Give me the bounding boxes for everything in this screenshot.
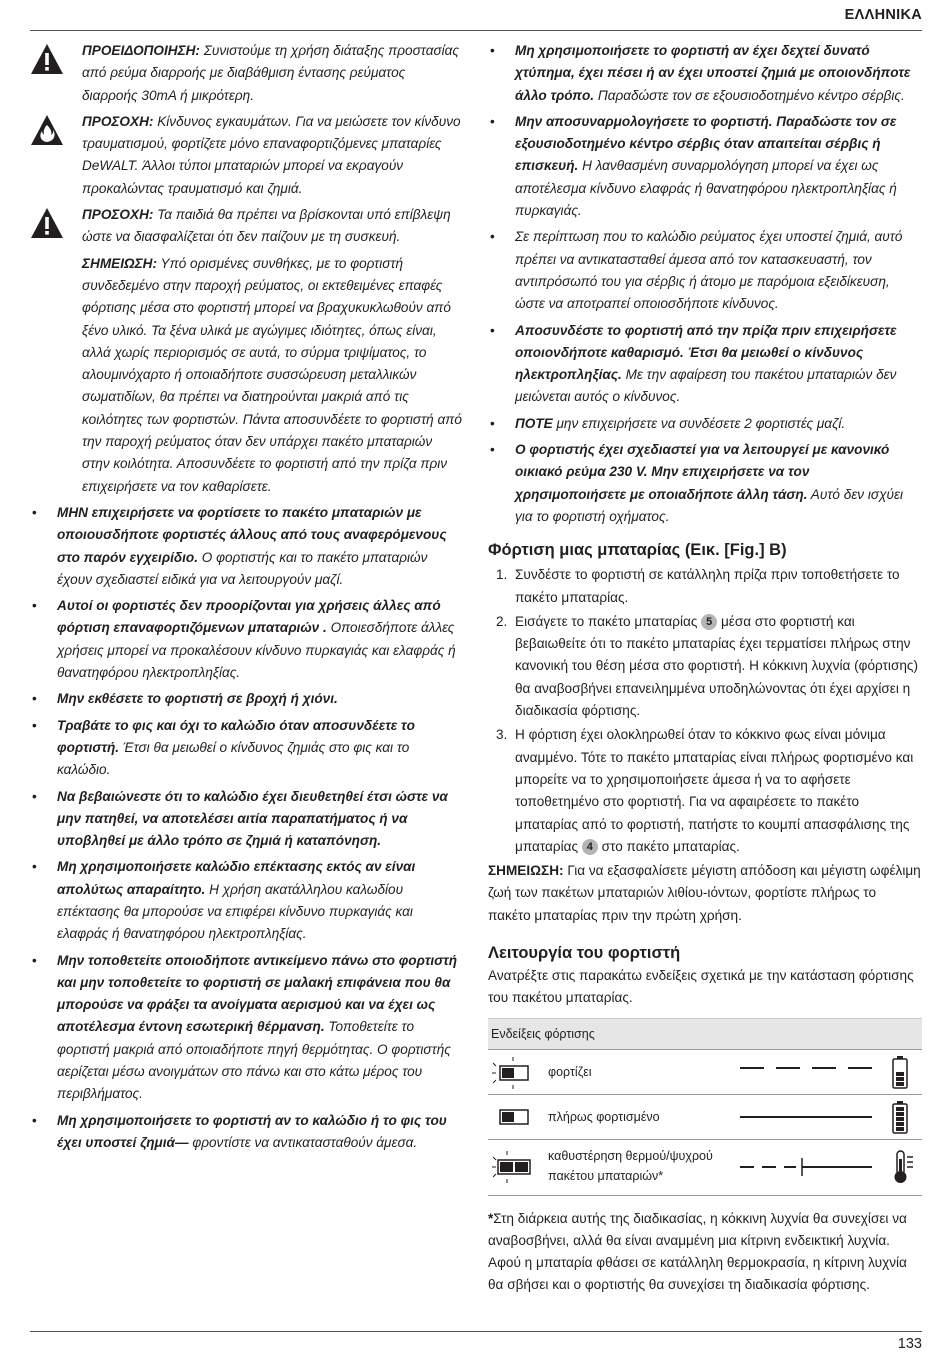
bullet-text: Σε περίπτωση που το καλώδιο ρεύματος έχει υποστεί ζημιά, αυτό πρέπει να αντικατασταθεί άμεσα από τον κατασκευαστή, τον αντιπρόσωπό του για σέρβις ή άτομο με παρόμοια εξειδίκευση, ώστε να αποτραπεί οποιοσδήποτε κίνδυνος. — [515, 229, 903, 312]
note-charging — [488, 860, 922, 927]
step-item — [488, 564, 922, 609]
note-text: Για να εξασφαλίσετε μέγιστη απόδοση και μέγιστη ωφέλιμη ζωή των πακέτων μπαταριών λιθίου-ιόντων, φορτίστε πλήρως το πακέτο μπαταρίας πριν την πρώτη χρήση. — [488, 863, 921, 923]
list-item — [488, 439, 922, 528]
fire-warning-icon — [30, 114, 64, 146]
caution-text: Τα παιδιά θα πρέπει να βρίσκονται υπό επίβλεψη ώστε να διασφαλίζεται ότι δεν παίζουν με τη συσκευή. — [82, 207, 451, 245]
footer-rule — [30, 1331, 922, 1332]
battery-full-icon — [892, 1100, 908, 1134]
list-item — [30, 688, 462, 710]
caution-burn — [30, 111, 462, 200]
indicator-label — [548, 1146, 713, 1186]
list-item — [30, 595, 462, 684]
note-contacts — [30, 253, 462, 498]
bullet-bold: Μη χρησιμοποιήσετε το φορτιστή αν έχει δεχτεί δυνατό χτύπημα, έχει πέσει ή αν έχει υποστεί ζημιά με οποιονδήποτε άλλο τρόπο. — [515, 43, 911, 103]
list-item — [488, 413, 922, 435]
indicator-label-line1: καθυστέρηση θερμού/ψυχρού — [548, 1148, 713, 1163]
bullet-text: μην επιχειρήσετε να συνδέσετε 2 φορτιστές μαζί. — [552, 415, 846, 431]
table-row — [488, 1095, 922, 1140]
table-row — [488, 1140, 922, 1196]
warning-triangle-icon — [30, 43, 64, 75]
list-item — [30, 715, 462, 782]
list-item — [30, 856, 462, 945]
list-item — [30, 502, 462, 591]
caution-children — [30, 204, 462, 249]
dual-led-icon — [492, 1150, 532, 1184]
caution-label: ΠΡΟΣΟΧΗ: — [82, 207, 154, 223]
indicator-label: φορτίζει — [548, 1064, 592, 1079]
footnote — [488, 1208, 922, 1297]
bullet-bold: Αποσυνδέστε το φορτιστή από την πρίζα πριν επιχειρήσετε οποιονδήποτε καθαρισμό. Έτσι θα μειωθεί ο κίνδυνος ηλεκτροπληξίας. — [515, 322, 897, 383]
caution-label: ΠΡΟΣΟΧΗ: — [82, 113, 154, 129]
figure-callout-badge: 5 — [701, 614, 717, 630]
bullet-text: Οποιεσδήποτε άλλες χρήσεις μπορεί να προκαλέσουν κίνδυνο πυρκαγιάς και ελαφράς ή θανατηφόρου ηλεκτροπληξίας. — [57, 620, 456, 681]
delay-pattern-icon — [740, 1157, 872, 1177]
step-number: 2. — [496, 613, 508, 629]
warning-triangle-icon — [30, 207, 64, 239]
step-text: μέσα στο φορτιστή και βεβαιωθείτε ότι το πακέτο μπαταρίας έχει τερματίσει πλήρως στην κανονική του θέση μέσα στο φορτιστή. Η κόκκινη λυχνία (φόρτισης) θα αναβοσβήνει επανειλημμένα υποδηλώνοντας ότι έχει αρχίσει η διαδικασία φόρτισης. — [515, 613, 918, 719]
section-intro: Ανατρέξτε στις παρακάτω ενδείξεις σχετικά με την κατάσταση φόρτισης του πακέτου μπαταρίας. — [488, 967, 914, 1006]
step-text: Η φόρτιση έχει ολοκληρωθεί όταν το κόκκινο φως είναι μόνιμα αναμμένο. Τότε το πακέτο μπαταρίας είναι πλήρως φορτισμένο και μπορείτε να το χρησιμοποιήσετε άμεσα ή να το αφήσετε τοποθετημένο στο φορτιστή. Για να αφαιρέσετε το πακέτο μπαταρίας από το φορτιστή, πατήστε το κουμπί απασφάλισης της μπαταρίας — [515, 727, 914, 854]
header-rule — [30, 30, 922, 31]
bullet-bold: Μην εκθέσετε το φορτιστή σε βροχή ή χιόνι. — [57, 691, 338, 707]
step-text: Συνδέστε το φορτιστή σε κατάλληλη πρίζα πριν τοποθετήσετε το πακέτο μπαταρίας. — [515, 567, 900, 605]
bullet-text: Η λανθασμένη συναρμολόγηση μπορεί να έχει ως αποτέλεσμα κίνδυνο ελαφράς ή θανατηφόρου ηλεκτροπληξίας ή πυρκαγιάς. — [515, 158, 897, 219]
steady-led-icon — [492, 1105, 532, 1129]
list-item — [30, 786, 462, 853]
warning-text: Συνιστούμε τη χρήση διάταξης προστασίας από ρεύμα διαρροής με διαβάθμιση έντασης ρεύματος διαρροής 30mA ή μικρότερη. — [82, 43, 460, 103]
indicator-label-line2: πακέτου μπαταριών* — [548, 1168, 664, 1183]
warning-label: ΠΡΟΕΙΔΟΠΟΙΗΣΗ: — [82, 43, 200, 58]
bullet-text: Με την αφαίρεση του πακέτου μπαταριών δεν μειώνεται αυτός ο κίνδυνος. — [515, 367, 897, 405]
list-item — [488, 40, 922, 107]
bullet-text: φροντίστε να αντικατασταθούν άμεσα. — [188, 1134, 418, 1150]
note-text: Υπό ορισμένες συνθήκες, με το φορτιστή συνδεδεμένο στην παροχή ρεύματος, οι εκτεθειμένες επαφές φόρτισης μέσα στο φορτιστή μπορεί να βραχυκυκλωθούν από ξένο υλικό. Τα ξένα υλικά με αγώγιμες ιδιότητες, όπως είναι, αλλά χωρίς περιορισμός σε αυτά, το σύρμα τριψίματος, το αλουμινόχαρτο ή οποιαδήποτε συσσώρευση μεταλλικών σωματιδίων, θα πρέπει να διατηρούνται μακριά από τις κοιλότητες των φορτιστών. Πάντα αποσυνδέετε το φορτιστή από την παροχή ρεύματος όταν δεν υπάρχει πακέτο μπαταριών στην κοιλότητα. Αποσυνδέετε το φορτιστή από την πρίζα πριν επιχειρήσετε να τον καθαρίσετε. — [82, 255, 462, 494]
caution-text: Κίνδυνος εγκαυμάτων. Για να μειώσετε τον κίνδυνο τραυματισμού, φορτίζετε μόνο επαναφορτιζόμενες μπαταρίες DeWALT. Άλλοι τύποι μπαταριών μπορεί να εκραγούν προκαλώντας τραυματισμό και ζημιά. — [82, 113, 461, 196]
section-heading-charging: Φόρτιση μιας μπαταρίας (Εικ. [Fig.] B) — [488, 541, 787, 560]
bullet-text: Ο φορτιστής και το πακέτο μπαταριών έχουν σχεδιαστεί ειδικά για να λειτουργούν μαζί. — [57, 549, 428, 587]
list-item — [488, 111, 922, 222]
bullet-bold: Αυτοί οι φορτιστές δεν προορίζονται για χρήσεις άλλες από φόρτιση επαναφορτιζόμενων μπαταριών . — [57, 598, 441, 636]
bullet-text: Αυτό δεν ισχύει για το φορτιστή οχήματος. — [515, 486, 903, 524]
warning-ground-fault — [30, 40, 462, 107]
bullet-text: Τοποθετείτε το φορτιστή μακριά από οποιαδήποτε πηγή θερμότητας. Ο φορτιστής αερίζεται μέσω ανοιγμάτων στο πάνω και στο κάτω μέρος του περιβλήματος. — [57, 1019, 451, 1102]
blink-pattern-icon — [740, 1063, 872, 1073]
step-number: 3. — [496, 727, 508, 743]
left-column — [30, 40, 462, 1154]
list-item — [30, 1110, 462, 1155]
bullet-bold: Να βεβαιώνεστε ότι το καλώδιο έχει διευθετηθεί έτσι ώστε να μην πατηθεί, να αποτελέσει αιτία παραπατήματος ή να υποβληθεί με άλλο τρόπο σε ζημιά ή καταπόνηση. — [57, 788, 448, 849]
bullet-bold: ΠΟΤΕ — [515, 415, 553, 431]
bullet-bold: Τραβάτε το φις και όχι το καλώδιο όταν αποσυνδέετε το φορτιστή. — [57, 717, 415, 755]
table-header: Ενδείξεις φόρτισης — [488, 1018, 922, 1050]
solid-pattern-icon — [740, 1112, 872, 1122]
bullet-bold: Ο φορτιστής έχει σχεδιαστεί για να λειτουργεί με κανονικό οικιακό ρεύμα 230 V. Μην επιχειρήσετε να τον χρησιμοποιήσετε με οποιαδήποτε άλλη τάση. — [515, 442, 890, 502]
bullet-bold: Μην αποσυναρμολογήσετε το φορτιστή. Παραδώστε τον σε εξουσιοδοτημένο κέντρο σέρβις όταν απαιτείται σέρβις ή επισκευή. — [515, 113, 897, 174]
list-item — [488, 226, 922, 315]
language-header: ΕΛΛΗΝΙΚΑ — [844, 7, 922, 23]
page-number: 133 — [897, 1336, 922, 1352]
step-item — [488, 611, 922, 722]
bullet-bold: Μη χρησιμοποιήσετε καλώδιο επέκτασης εκτός αν είναι απολύτως απαραίτητο. — [57, 859, 416, 897]
bullet-text: Παραδώστε τον σε εξουσιοδοτημένο κέντρο σέρβις. — [594, 87, 905, 103]
list-item — [30, 950, 462, 1106]
section-heading-operation: Λειτουργία του φορτιστή — [488, 943, 681, 962]
thermometer-icon — [892, 1149, 918, 1185]
step-text: στο πακέτο μπαταρίας. — [597, 838, 740, 854]
bullet-text: Έτσι θα μειωθεί ο κίνδυνος ζημιάς στο φις και το καλώδιο. — [57, 739, 410, 778]
right-column — [488, 40, 922, 1297]
step-text: Εισάγετε το πακέτο μπαταρίας — [515, 613, 702, 629]
figure-callout-badge: 4 — [582, 839, 598, 855]
step-item — [488, 724, 922, 858]
table-row — [488, 1050, 922, 1095]
battery-charging-icon — [892, 1055, 908, 1089]
bullet-bold: ΜΗΝ επιχειρήσετε να φορτίσετε το πακέτο μπαταριών με οποιουσδήποτε φορτιστές άλλους από τους αναφερόμενους στο παρόν εγχειρίδιο. — [57, 504, 447, 565]
bullet-text: Η χρήση ακατάλληλου καλωδίου επέκτασης θα μπορούσε να επιφέρει κίνδυνο πυρκαγιάς και ελαφράς ή θανατηφόρου ηλεκτροπληξίας. — [57, 881, 413, 942]
footnote-mark: * — [488, 1210, 494, 1226]
list-item — [488, 320, 922, 409]
step-number: 1. — [496, 567, 508, 583]
bullet-bold: Μη χρησιμοποιήσετε το φορτιστή αν το καλώδιο ή το φις του έχει υποστεί ζημιά— — [57, 1112, 447, 1150]
note-label: ΣΗΜΕΙΩΣΗ: — [82, 255, 157, 271]
blinking-led-icon — [492, 1056, 532, 1090]
bullet-bold: Μην τοποθετείτε οποιοδήποτε αντικείμενο πάνω στο φορτιστή και μην τοποθετείτε το φορτιστή σε μαλακή επιφάνεια που θα μπορούσε να φράξει τα ανοίγματα αερισμού και να έχει ως αποτέλεσμα έντονη εσωτερική θέρμανση. — [57, 952, 458, 1035]
footnote-text: Στη διάρκεια αυτής της διαδικασίας, η κόκκινη λυχνία θα συνεχίσει να αναβοσβήνει, αλλά θα είναι αναμμένη μια κίτρινη ενδεικτική λυχνία. Αφού η μπαταρία φθάσει σε κατάλληλη θερμοκρασία, η κίτρινη λυχνία θα σβήσει και ο φορτιστής θα συνεχίσει τη διαδικασία φόρτισης. — [488, 1210, 907, 1293]
charge-indicator-table — [488, 1018, 922, 1196]
note-label: ΣΗΜΕΙΩΣΗ: — [488, 863, 564, 879]
indicator-label: πλήρως φορτισμένο — [548, 1109, 660, 1124]
